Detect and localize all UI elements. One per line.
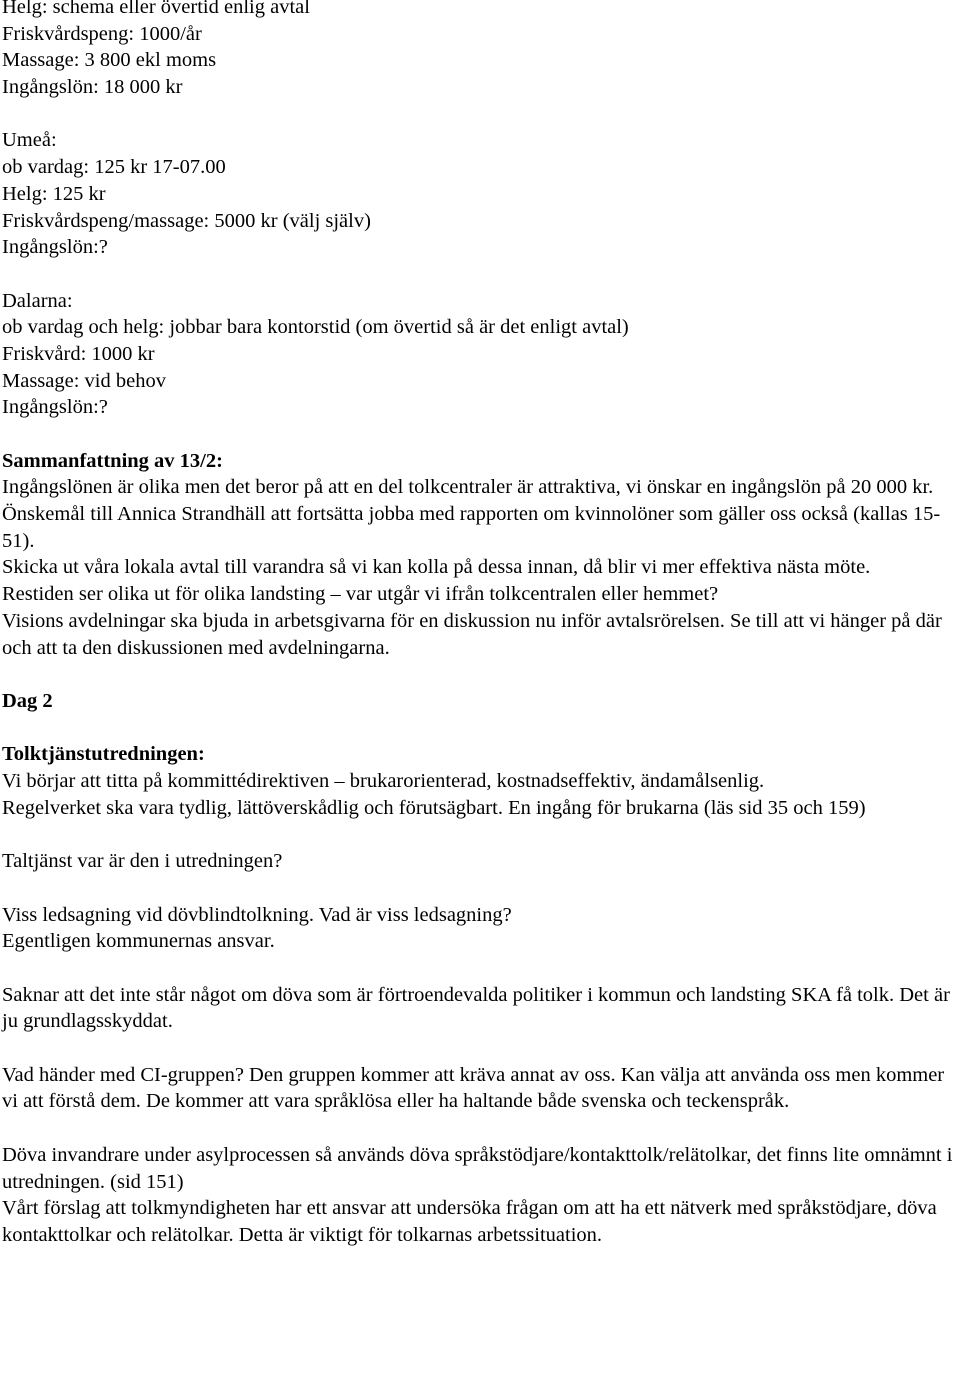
blank-line (2, 875, 957, 902)
paragraph: Taltjänst var är den i utredningen? (2, 850, 283, 873)
blank-line (2, 715, 957, 742)
paragraph: Skicka ut våra lokala avtal till varandra så vi kan kolla på dessa innan, då blir vi mer effektiva nästa möte. (2, 556, 871, 579)
blank-line (2, 1035, 957, 1062)
paragraph: Önskemål till Annica Strandhäll att fortsätta jobba med rapporten om kvinnolöner som gäller oss också (kallas 15-51). (2, 503, 941, 552)
document-line: ob vardag och helg: jobbar bara kontorstid (om övertid så är det enligt avtal) (2, 316, 629, 339)
heading-sammanfattning: Sammanfattning av 13/2: (2, 449, 223, 472)
paragraph: Vårt förslag att tolkmyndigheten har ett ansvar att undersöka frågan om att ha ett nätverk med språkstödjare, döva kontakttolkar och relätolkar. Detta är viktigt för tolkarnas arbetssituation. (2, 1197, 937, 1246)
paragraph: Vi börjar att titta på kommittédirektiven – brukarorienterad, kostnadseffektiv, ändamålsenlig. (2, 770, 765, 793)
heading-tolktjanstutredningen: Tolktjänstutredningen: (2, 743, 205, 766)
document-line: Massage: 3 800 ekl moms (2, 49, 217, 72)
document-page (2, 0, 957, 1249)
paragraph: Visions avdelningar ska bjuda in arbetsgivarna för en diskussion nu inför avtalsrörelsen. Se till att vi hänger på där och att ta den diskussionen med avdelningarna. (2, 609, 942, 659)
document-line: Friskvård: 1000 kr (2, 342, 155, 365)
document-line: Helg: 125 kr (2, 182, 106, 205)
section-label-dalarna: Dalarna: (2, 289, 73, 312)
document-line: Massage: vid behov (2, 369, 166, 392)
blank-line (2, 421, 957, 448)
blank-line (2, 955, 957, 982)
blank-line (2, 1115, 957, 1142)
document-line: Ingångslön: 18 000 kr (2, 76, 183, 99)
heading-dag-2: Dag 2 (2, 689, 53, 712)
blank-line (2, 821, 957, 848)
blank-line (2, 261, 957, 288)
document-line: Friskvårdspeng/massage: 5000 kr (välj själv) (2, 209, 371, 232)
document-line: Ingångslön:? (2, 396, 108, 419)
paragraph: Vad händer med CI-gruppen? Den gruppen kommer att kräva annat av oss. Kan välja att använda oss men kommer vi att förstå dem. De kommer att vara språklösa eller ha haltande både svenska och teckenspråk. (2, 1063, 945, 1113)
paragraph: Restiden ser olika ut för olika landsting – var utgår vi ifrån tolkcentralen eller hemmet? (2, 583, 719, 606)
document-line: Helg: schema eller övertid enlig avtal (2, 0, 310, 18)
paragraph: Saknar att det inte står något om döva som är förtroendevalda politiker i kommun och landsting SKA få tolk. Det är ju grundlagsskyddat. (2, 983, 950, 1033)
paragraph: Viss ledsagning vid dövblindtolkning. Vad är viss ledsagning? (2, 903, 512, 926)
document-line: Ingångslön:? (2, 236, 108, 259)
blank-line (2, 101, 957, 128)
paragraph: Ingångslönen är olika men det beror på att en del tolkcentraler är attraktiva, vi önskar en ingångslön på 20 000 kr. (2, 476, 934, 499)
document-line: Friskvårdspeng: 1000/år (2, 22, 202, 45)
paragraph: Egentligen kommunernas ansvar. (2, 930, 275, 953)
blank-line (2, 661, 957, 688)
paragraph: Döva invandrare under asylprocessen så används döva språkstödjare/kontakttolk/relätolkar, det finns lite omnämnt i utredningen. (sid 151) (2, 1143, 953, 1193)
document-line: ob vardag: 125 kr 17-07.00 (2, 156, 226, 179)
section-label-umea: Umeå: (2, 129, 57, 152)
paragraph: Regelverket ska vara tydlig, lättöverskådlig och förutsägbart. En ingång för brukarna (läs sid 35 och 159) (2, 796, 866, 819)
